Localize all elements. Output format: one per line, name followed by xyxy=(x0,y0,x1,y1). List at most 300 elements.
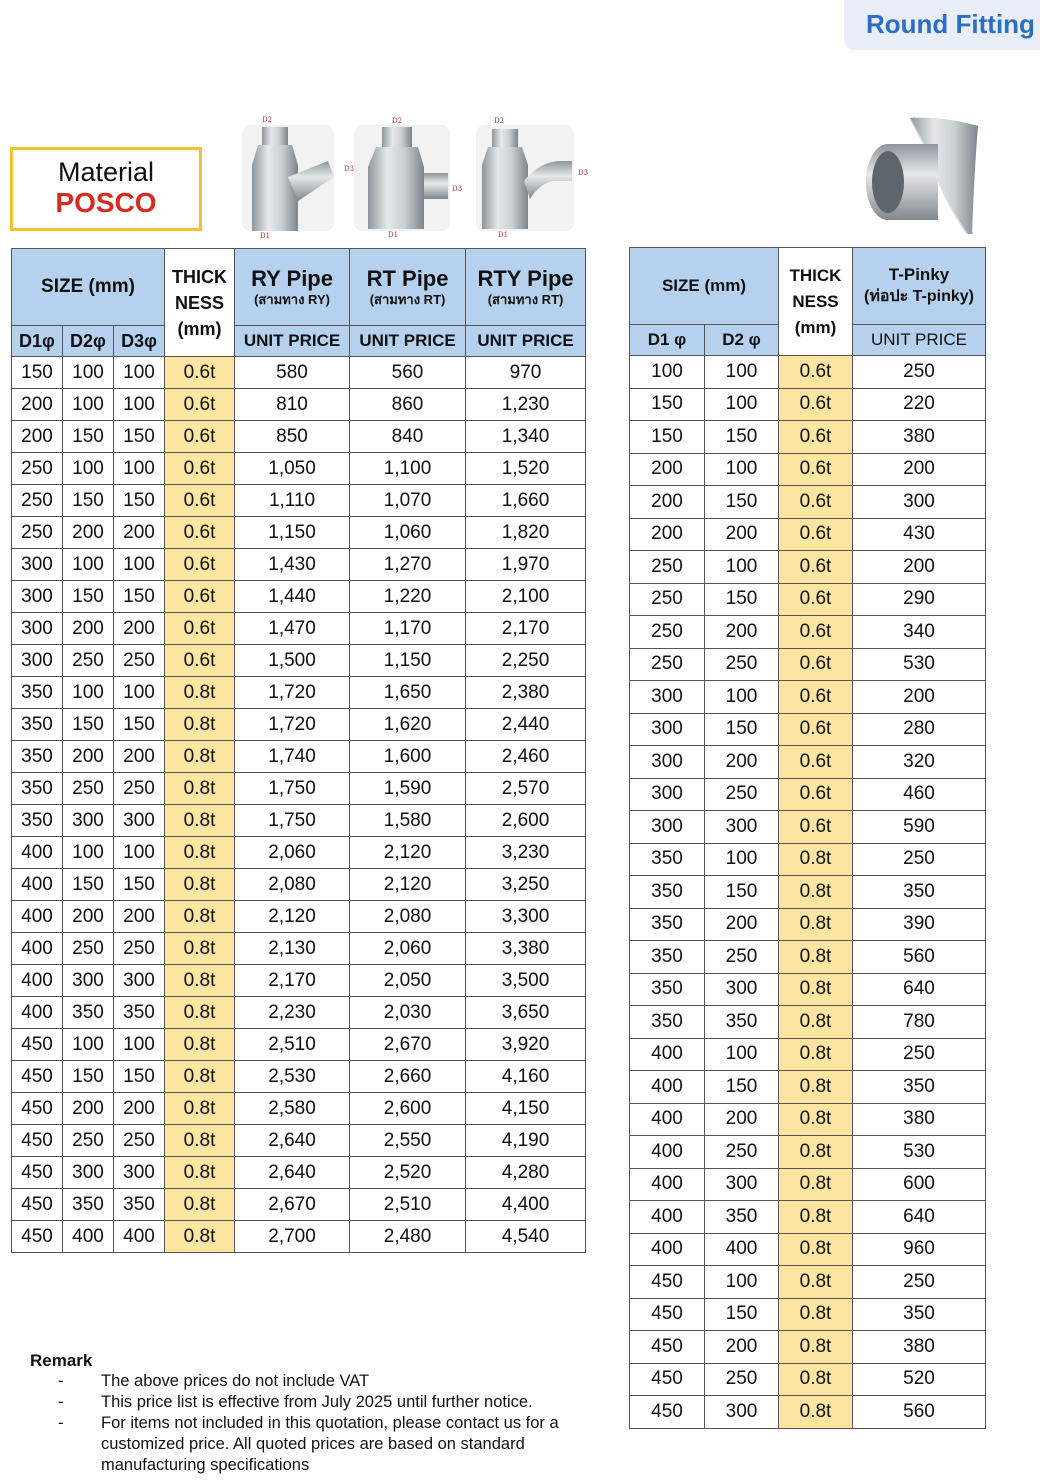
table-cell: 3,300 xyxy=(466,901,586,933)
table-cell: 2,120 xyxy=(350,869,466,901)
table-cell: 100 xyxy=(705,843,779,876)
table-cell: 300 xyxy=(63,1157,114,1189)
table-cell: 2,600 xyxy=(466,805,586,837)
table-cell: 3,380 xyxy=(466,933,586,965)
table-cell: 400 xyxy=(630,1168,705,1201)
table-cell: 100 xyxy=(114,1029,165,1061)
table-cell: 0.6t xyxy=(779,616,853,649)
table-row xyxy=(630,1038,986,1071)
table-row xyxy=(12,997,586,1029)
table-cell: 1,580 xyxy=(350,805,466,837)
table-cell: 350 xyxy=(630,973,705,1006)
table-cell: 0.8t xyxy=(779,908,853,941)
table-cell: 450 xyxy=(12,1157,63,1189)
table-row xyxy=(630,486,986,519)
table-cell: 2,640 xyxy=(235,1125,350,1157)
table-cell: 350 xyxy=(114,1189,165,1221)
table-cell: 250 xyxy=(705,1363,779,1396)
table-cell: 250 xyxy=(705,778,779,811)
table-cell: 100 xyxy=(114,357,165,389)
material-value: POSCO xyxy=(55,187,157,218)
table-cell: 450 xyxy=(630,1363,705,1396)
table-cell: 250 xyxy=(63,1125,114,1157)
table-cell: 0.8t xyxy=(165,805,235,837)
thickness-header xyxy=(165,249,235,357)
table-cell: 0.8t xyxy=(165,1189,235,1221)
table-cell: 300 xyxy=(114,965,165,997)
table-cell: 200 xyxy=(114,901,165,933)
table-row xyxy=(630,746,986,779)
table-cell: 250 xyxy=(853,1266,986,1299)
table-cell: 350 xyxy=(12,709,63,741)
table-cell: 200 xyxy=(630,518,705,551)
table-cell: 0.6t xyxy=(165,357,235,389)
fitting-price-table xyxy=(11,248,586,1253)
rty-d1-label: D1 xyxy=(498,231,509,239)
table-row xyxy=(12,901,586,933)
table-cell: 150 xyxy=(63,709,114,741)
table-cell: 0.6t xyxy=(165,389,235,421)
table-cell: 350 xyxy=(705,1006,779,1039)
table-cell: 150 xyxy=(114,1061,165,1093)
table-cell: 0.6t xyxy=(779,551,853,584)
table-cell: 350 xyxy=(12,741,63,773)
table-cell: 200 xyxy=(114,517,165,549)
table-row xyxy=(630,1168,986,1201)
table-cell: 150 xyxy=(63,869,114,901)
table-cell: 150 xyxy=(705,486,779,519)
table-cell: 0.6t xyxy=(165,485,235,517)
table-cell: 400 xyxy=(630,1071,705,1104)
table-cell: 530 xyxy=(853,1136,986,1169)
t-pinky-header xyxy=(853,248,986,325)
table-cell: 150 xyxy=(63,581,114,613)
table-cell: 0.8t xyxy=(779,1071,853,1104)
table-cell: 0.8t xyxy=(165,1029,235,1061)
table-cell: 400 xyxy=(114,1221,165,1253)
table-cell: 250 xyxy=(12,453,63,485)
table-row xyxy=(630,681,986,714)
table-cell: 4,400 xyxy=(466,1189,586,1221)
rt-d2-label: D2 xyxy=(392,117,403,125)
table-cell: 4,150 xyxy=(466,1093,586,1125)
table-cell: 600 xyxy=(853,1168,986,1201)
table-cell: 350 xyxy=(63,997,114,1029)
table-cell: 640 xyxy=(853,973,986,1006)
table-cell: 100 xyxy=(705,681,779,714)
table-cell: 400 xyxy=(630,1233,705,1266)
table-cell: 340 xyxy=(853,616,986,649)
thickness-header-line1: THICK xyxy=(172,266,228,287)
table-cell: 390 xyxy=(853,908,986,941)
table-row xyxy=(12,1125,586,1157)
table-cell: 1,060 xyxy=(350,517,466,549)
table-cell: 350 xyxy=(12,773,63,805)
thickness-header-line3: (mm) xyxy=(794,317,837,337)
table-cell: 0.8t xyxy=(165,965,235,997)
table-cell: 450 xyxy=(630,1298,705,1331)
table-cell: 400 xyxy=(12,933,63,965)
table-row xyxy=(12,837,586,869)
table-cell: 200 xyxy=(12,421,63,453)
table-cell: 150 xyxy=(705,1298,779,1331)
table-cell: 2,700 xyxy=(235,1221,350,1253)
table-cell: 150 xyxy=(114,581,165,613)
table-row xyxy=(12,1221,586,1253)
bullet-dash: - xyxy=(58,1393,64,1411)
table-row xyxy=(630,1331,986,1364)
table-cell: 200 xyxy=(705,1103,779,1136)
table-cell: 400 xyxy=(630,1201,705,1234)
table-cell: 150 xyxy=(63,421,114,453)
table-cell: 1,520 xyxy=(466,453,586,485)
table-cell: 200 xyxy=(63,901,114,933)
table-row xyxy=(12,933,586,965)
table-cell: 530 xyxy=(853,648,986,681)
table-cell: 250 xyxy=(12,485,63,517)
table-cell: 3,920 xyxy=(466,1029,586,1061)
table-row xyxy=(630,616,986,649)
table-cell: 0.8t xyxy=(165,709,235,741)
table-cell: 250 xyxy=(853,843,986,876)
table-cell: 0.6t xyxy=(165,421,235,453)
table-cell: 150 xyxy=(705,876,779,909)
remark-item xyxy=(30,1371,590,1392)
table-cell: 300 xyxy=(705,1396,779,1429)
t-pinky-price-table xyxy=(629,247,986,1429)
table-row xyxy=(630,778,986,811)
table-cell: 200 xyxy=(114,1093,165,1125)
table-cell: 200 xyxy=(630,486,705,519)
table-cell: 300 xyxy=(114,805,165,837)
table-row xyxy=(12,485,586,517)
table-cell: 3,500 xyxy=(466,965,586,997)
table-cell: 200 xyxy=(114,613,165,645)
table-cell: 400 xyxy=(63,1221,114,1253)
table-cell: 1,720 xyxy=(235,677,350,709)
table-cell: 640 xyxy=(853,1201,986,1234)
thickness-header-line1: THICK xyxy=(789,265,842,285)
thickness-header xyxy=(779,248,853,356)
table-cell: 810 xyxy=(235,389,350,421)
table-cell: 450 xyxy=(630,1396,705,1429)
table-cell: 0.8t xyxy=(779,1266,853,1299)
table-cell: 0.8t xyxy=(779,973,853,1006)
table-cell: 250 xyxy=(630,616,705,649)
rt-pipe-name: RT Pipe xyxy=(366,266,449,291)
table-cell: 0.6t xyxy=(165,581,235,613)
table-cell: 350 xyxy=(853,1298,986,1331)
table-cell: 0.6t xyxy=(165,645,235,677)
table-row xyxy=(12,965,586,997)
table-row xyxy=(630,811,986,844)
table-cell: 200 xyxy=(705,1331,779,1364)
table-cell: 350 xyxy=(630,908,705,941)
table-cell: 400 xyxy=(705,1233,779,1266)
table-cell: 0.8t xyxy=(779,1103,853,1136)
table-cell: 100 xyxy=(63,1029,114,1061)
table-row xyxy=(12,1061,586,1093)
table-cell: 200 xyxy=(705,518,779,551)
table-cell: 300 xyxy=(705,811,779,844)
table-cell: 0.8t xyxy=(779,1038,853,1071)
table-row xyxy=(630,1396,986,1429)
table-cell: 1,750 xyxy=(235,773,350,805)
table-cell: 0.8t xyxy=(779,1298,853,1331)
table-cell: 2,030 xyxy=(350,997,466,1029)
table-cell: 1,620 xyxy=(350,709,466,741)
table-cell: 1,820 xyxy=(466,517,586,549)
table-cell: 1,650 xyxy=(350,677,466,709)
table-cell: 2,600 xyxy=(350,1093,466,1125)
table-row xyxy=(12,613,586,645)
table-cell: 150 xyxy=(705,713,779,746)
table-cell: 0.6t xyxy=(165,613,235,645)
table-cell: 280 xyxy=(853,713,986,746)
table-cell: 300 xyxy=(630,713,705,746)
table-cell: 560 xyxy=(350,357,466,389)
col-d2-header: D2φ xyxy=(63,326,114,357)
table-cell: 4,280 xyxy=(466,1157,586,1189)
table-cell: 220 xyxy=(853,388,986,421)
col-d1-header: D1φ xyxy=(12,326,63,357)
col-d2-header: D2 φ xyxy=(705,325,779,356)
rty-price-header: UNIT PRICE xyxy=(466,326,586,357)
table-cell: 1,660 xyxy=(466,485,586,517)
ry-d3-label: D3 xyxy=(344,165,355,173)
table-cell: 2,480 xyxy=(350,1221,466,1253)
table-cell: 100 xyxy=(63,837,114,869)
ry-pipe-image xyxy=(240,116,355,240)
table-cell: 200 xyxy=(705,616,779,649)
table-row xyxy=(630,1233,986,1266)
table-cell: 1,590 xyxy=(350,773,466,805)
table-cell: 2,520 xyxy=(350,1157,466,1189)
table-cell: 1,050 xyxy=(235,453,350,485)
table-row xyxy=(630,551,986,584)
table-cell: 320 xyxy=(853,746,986,779)
table-cell: 2,120 xyxy=(350,837,466,869)
table-cell: 350 xyxy=(630,1006,705,1039)
table-cell: 2,170 xyxy=(466,613,586,645)
table-cell: 450 xyxy=(630,1331,705,1364)
t-pinky-price-header: UNIT PRICE xyxy=(853,325,986,356)
rty-pipe-image xyxy=(474,117,589,239)
table-cell: 2,550 xyxy=(350,1125,466,1157)
table-cell: 250 xyxy=(63,773,114,805)
table-cell: 450 xyxy=(12,1029,63,1061)
rty-pipe-sub: (สามทาง RT) xyxy=(487,292,564,307)
table-row xyxy=(12,1029,586,1061)
remark-section xyxy=(30,1350,590,1476)
table-cell: 2,670 xyxy=(350,1029,466,1061)
table-row xyxy=(630,713,986,746)
table-row xyxy=(630,583,986,616)
table-cell: 300 xyxy=(705,1168,779,1201)
table-cell: 0.8t xyxy=(165,869,235,901)
table-row xyxy=(630,421,986,454)
table-cell: 450 xyxy=(630,1266,705,1299)
table-cell: 0.8t xyxy=(779,1168,853,1201)
table-cell: 2,570 xyxy=(466,773,586,805)
table-cell: 150 xyxy=(114,709,165,741)
table-cell: 2,080 xyxy=(235,869,350,901)
table-cell: 0.8t xyxy=(779,1233,853,1266)
table-cell: 150 xyxy=(63,1061,114,1093)
material-box xyxy=(10,147,202,231)
table-cell: 2,080 xyxy=(350,901,466,933)
table-cell: 860 xyxy=(350,389,466,421)
table-cell: 1,440 xyxy=(235,581,350,613)
ry-d2-label: D2 xyxy=(262,116,273,124)
page-title-tab xyxy=(844,0,1040,50)
table-cell: 150 xyxy=(63,485,114,517)
table-cell: 300 xyxy=(114,1157,165,1189)
table-cell: 0.8t xyxy=(165,933,235,965)
table-cell: 2,380 xyxy=(466,677,586,709)
table-cell: 1,470 xyxy=(235,613,350,645)
table-cell: 0.8t xyxy=(779,1201,853,1234)
table-cell: 450 xyxy=(12,1221,63,1253)
table-cell: 0.6t xyxy=(779,518,853,551)
table-cell: 0.6t xyxy=(779,421,853,454)
table-row xyxy=(12,805,586,837)
col-d3-header: D3φ xyxy=(114,326,165,357)
table-cell: 3,650 xyxy=(466,997,586,1029)
table-cell: 290 xyxy=(853,583,986,616)
table-cell: 100 xyxy=(114,837,165,869)
table-cell: 2,640 xyxy=(235,1157,350,1189)
table-row xyxy=(630,648,986,681)
table-cell: 1,600 xyxy=(350,741,466,773)
table-cell: 100 xyxy=(63,677,114,709)
table-cell: 0.8t xyxy=(779,1363,853,1396)
table-cell: 100 xyxy=(630,356,705,389)
table-cell: 350 xyxy=(853,876,986,909)
table-row xyxy=(12,549,586,581)
table-cell: 0.6t xyxy=(779,453,853,486)
table-row xyxy=(12,677,586,709)
table-cell: 250 xyxy=(63,933,114,965)
table-cell: 850 xyxy=(235,421,350,453)
table-cell: 300 xyxy=(630,778,705,811)
table-cell: 200 xyxy=(63,613,114,645)
table-cell: 250 xyxy=(630,648,705,681)
table-cell: 2,580 xyxy=(235,1093,350,1125)
table-cell: 200 xyxy=(853,551,986,584)
table-cell: 0.8t xyxy=(779,1331,853,1364)
table-cell: 100 xyxy=(63,389,114,421)
table-row xyxy=(630,518,986,551)
table-cell: 460 xyxy=(853,778,986,811)
table-row xyxy=(630,941,986,974)
table-cell: 0.6t xyxy=(779,486,853,519)
table-cell: 100 xyxy=(63,549,114,581)
table-cell: 2,050 xyxy=(350,965,466,997)
table-cell: 2,120 xyxy=(235,901,350,933)
table-row xyxy=(630,1103,986,1136)
table-cell: 450 xyxy=(12,1093,63,1125)
table-cell: 350 xyxy=(853,1071,986,1104)
table-cell: 520 xyxy=(853,1363,986,1396)
table-cell: 0.6t xyxy=(165,549,235,581)
table-row xyxy=(12,1093,586,1125)
table-cell: 1,100 xyxy=(350,453,466,485)
table-cell: 200 xyxy=(705,746,779,779)
table-cell: 0.6t xyxy=(779,356,853,389)
table-cell: 200 xyxy=(63,741,114,773)
remark-list xyxy=(30,1371,590,1476)
table-cell: 0.6t xyxy=(779,746,853,779)
table-cell: 960 xyxy=(853,1233,986,1266)
table-cell: 1,230 xyxy=(466,389,586,421)
table-cell: 400 xyxy=(12,965,63,997)
table-cell: 300 xyxy=(12,549,63,581)
table-cell: 0.8t xyxy=(165,677,235,709)
table-cell: 400 xyxy=(630,1136,705,1169)
table-cell: 0.6t xyxy=(779,713,853,746)
table-cell: 430 xyxy=(853,518,986,551)
table-cell: 350 xyxy=(12,805,63,837)
table-cell: 1,070 xyxy=(350,485,466,517)
ry-pipe-sub: (สามทาง RY) xyxy=(254,292,330,307)
table-cell: 300 xyxy=(12,645,63,677)
material-label: Material xyxy=(57,157,155,187)
table-cell: 200 xyxy=(63,1093,114,1125)
table-cell: 780 xyxy=(853,1006,986,1039)
table-cell: 4,540 xyxy=(466,1221,586,1253)
table-cell: 100 xyxy=(705,356,779,389)
table-cell: 1,170 xyxy=(350,613,466,645)
table-cell: 150 xyxy=(630,421,705,454)
table-cell: 0.6t xyxy=(779,583,853,616)
table-cell: 2,460 xyxy=(466,741,586,773)
table-cell: 0.6t xyxy=(779,648,853,681)
table-cell: 2,060 xyxy=(235,837,350,869)
table-cell: 2,100 xyxy=(466,581,586,613)
table-cell: 0.6t xyxy=(779,778,853,811)
table-cell: 970 xyxy=(466,357,586,389)
table-cell: 300 xyxy=(63,965,114,997)
table-row xyxy=(630,1071,986,1104)
table-row xyxy=(12,645,586,677)
table-cell: 200 xyxy=(853,453,986,486)
remark-text: This price list is effective from July 2025 until further notice. xyxy=(101,1393,533,1411)
table-cell: 150 xyxy=(630,388,705,421)
table-cell: 200 xyxy=(114,741,165,773)
rt-pipe-sub: (สามทาง RT) xyxy=(369,292,446,307)
rty-d3-label: D3 xyxy=(578,169,589,177)
table-row xyxy=(12,581,586,613)
table-cell: 2,530 xyxy=(235,1061,350,1093)
table-cell: 100 xyxy=(114,677,165,709)
table-cell: 250 xyxy=(630,583,705,616)
table-cell: 2,670 xyxy=(235,1189,350,1221)
table-cell: 150 xyxy=(12,357,63,389)
rt-pipe-image xyxy=(352,117,464,239)
table-cell: 590 xyxy=(853,811,986,844)
table-cell: 150 xyxy=(705,1071,779,1104)
table-cell: 560 xyxy=(853,1396,986,1429)
table-cell: 0.8t xyxy=(779,1136,853,1169)
table-cell: 300 xyxy=(630,681,705,714)
table-cell: 450 xyxy=(12,1189,63,1221)
table-cell: 300 xyxy=(630,811,705,844)
table-cell: 250 xyxy=(705,1136,779,1169)
table-cell: 0.8t xyxy=(779,876,853,909)
size-header: SIZE (mm) xyxy=(630,248,779,325)
table-cell: 100 xyxy=(63,453,114,485)
